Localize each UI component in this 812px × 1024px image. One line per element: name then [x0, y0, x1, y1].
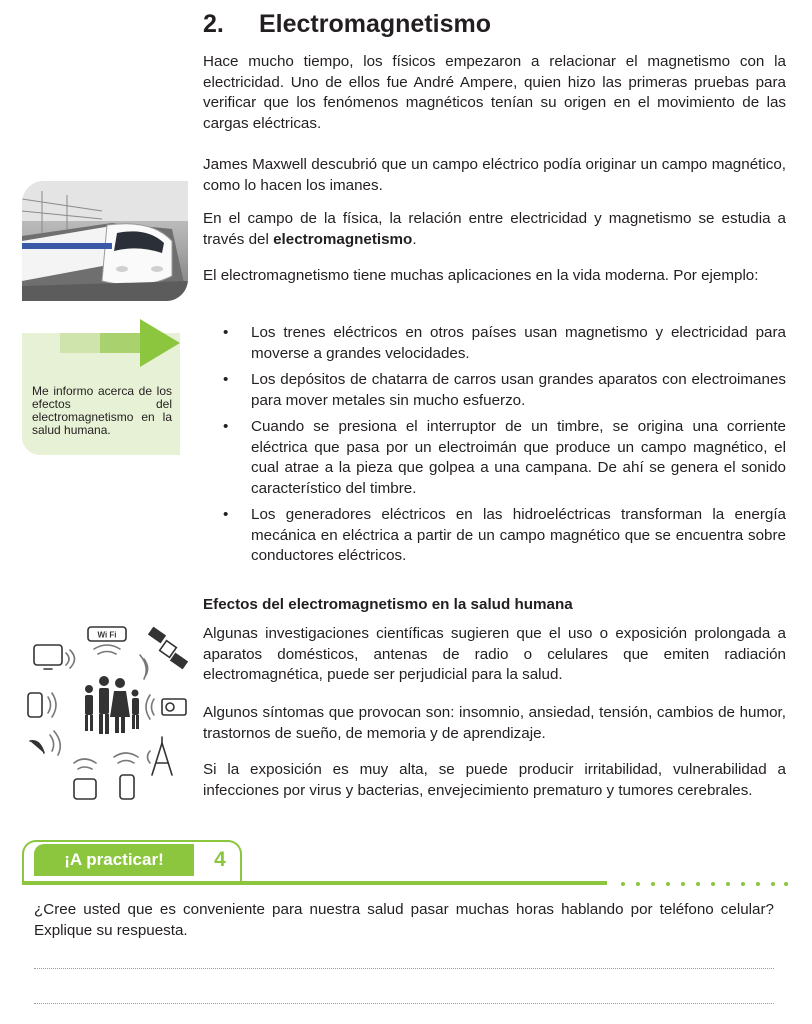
bullet-icon: •: [223, 371, 229, 388]
cell-phone-icon: [114, 753, 138, 799]
list-item: [203, 417, 786, 499]
list-item-text: Los depósitos de chatarra de carros usan grandes aparatos con electroimanes para mover metales sin mucho esfuerzo.: [251, 371, 786, 409]
practice-question: ¿Cree usted que es conveniente para nuestra salud pasar muchas horas hablando por teléfono celular? Explique su respuesta.: [34, 901, 774, 939]
list-item-text: Cuando se presiona el interruptor de un timbre, se origina una corriente eléctrica que pasa por un electroimán que produce un campo magnético, el cual atrae a la pieza que golpea a una campana. De ahí se genera el sonido característico del timbre.: [251, 418, 786, 497]
train-illustration: [22, 181, 188, 301]
answer-line[interactable]: [34, 968, 774, 969]
dotted-divider: [620, 880, 790, 888]
p3-after: .: [412, 230, 417, 248]
arrow-right-icon: [60, 317, 182, 369]
list-item-text: Los generadores eléctricos en las hidroeléctricas transforman la energía mecánica en eléctrica a partir de un campo magnético que se encuentra sobre conductores eléctricos.: [251, 506, 786, 564]
keyword-electromagnetismo: electromagnetismo: [273, 230, 413, 248]
section-number: 2.: [203, 10, 224, 38]
cordless-phone-icon: [74, 759, 96, 799]
radiation-devices-figure: [22, 623, 197, 813]
mobile-phone-icon: [28, 693, 56, 717]
list-item: [203, 505, 786, 567]
bullet-icon: •: [223, 324, 229, 341]
practice-label: ¡A practicar!: [34, 844, 194, 876]
radio-icon: [146, 695, 186, 719]
callout-text: Me informo acerca de los efectos del electromagnetismo en la salud humana.: [32, 384, 172, 437]
antenna-tower-icon: [148, 737, 173, 775]
health-effects-heading: Efectos del electromagnetismo en la salud humana: [203, 596, 573, 613]
paragraph-health-symptoms: Algunos síntomas que provocan son: insomnio, ansiedad, tensión, cambios de humor, trastornos de sueño, de memoria y de aprendizaje.: [203, 704, 786, 742]
list-item: [203, 370, 786, 411]
satellite-dish-icon: [30, 731, 60, 755]
answer-line[interactable]: [34, 1003, 774, 1004]
p3-before: En el campo de la física, la relación entre electricidad y magnetismo se estudia a través del: [203, 210, 786, 248]
bullet-icon: •: [223, 418, 229, 435]
family-icon: [85, 676, 139, 734]
paragraph-health-research: Algunas investigaciones científicas sugieren que el uso o exposición prolongada a aparatos domésticos, antenas de radio o celulares que emiten radiación electromagnética, puede ser perjudicial para la salud.: [203, 625, 786, 683]
practice-divider: [22, 881, 607, 885]
list-item-text: Los trenes eléctricos en otros países usan magnetismo y electricidad para moverse a grandes velocidades.: [251, 324, 786, 362]
tv-icon: [34, 645, 75, 669]
paragraph-applications: El electromagnetismo tiene muchas aplicaciones en la vida moderna. Por ejemplo:: [203, 267, 759, 284]
satellite-icon: [140, 628, 187, 679]
applications-list: [203, 323, 786, 573]
paragraph-maxwell: James Maxwell descubrió que un campo eléctrico podía originar un campo magnético, como lo hacen los imanes.: [203, 156, 786, 194]
paragraph-health-exposure: Si la exposición es muy alta, se puede producir irritabilidad, vulnerabilidad a infecciones por virus y bacterias, envejecimiento prematuro y tumores cerebrales.: [203, 761, 786, 799]
wifi-label: Wi Fi: [97, 630, 117, 640]
section-title: [203, 10, 491, 39]
bullet-icon: •: [223, 506, 229, 523]
list-item: [203, 323, 786, 364]
practice-number: 4: [214, 848, 226, 871]
section-title-text: Electromagnetismo: [259, 10, 492, 38]
paragraph-electromagnetism-definition: [203, 209, 786, 250]
train-photo: [22, 181, 188, 301]
paragraph-ampere: Hace mucho tiempo, los físicos empezaron a relacionar el magnetismo con la electricidad. Uno de ellos fue André Ampere, quien hizo las primeras pruebas para verificar que los fenómenos magnéticos tenían su origen en el movimiento de las cargas eléctricas.: [203, 53, 786, 132]
